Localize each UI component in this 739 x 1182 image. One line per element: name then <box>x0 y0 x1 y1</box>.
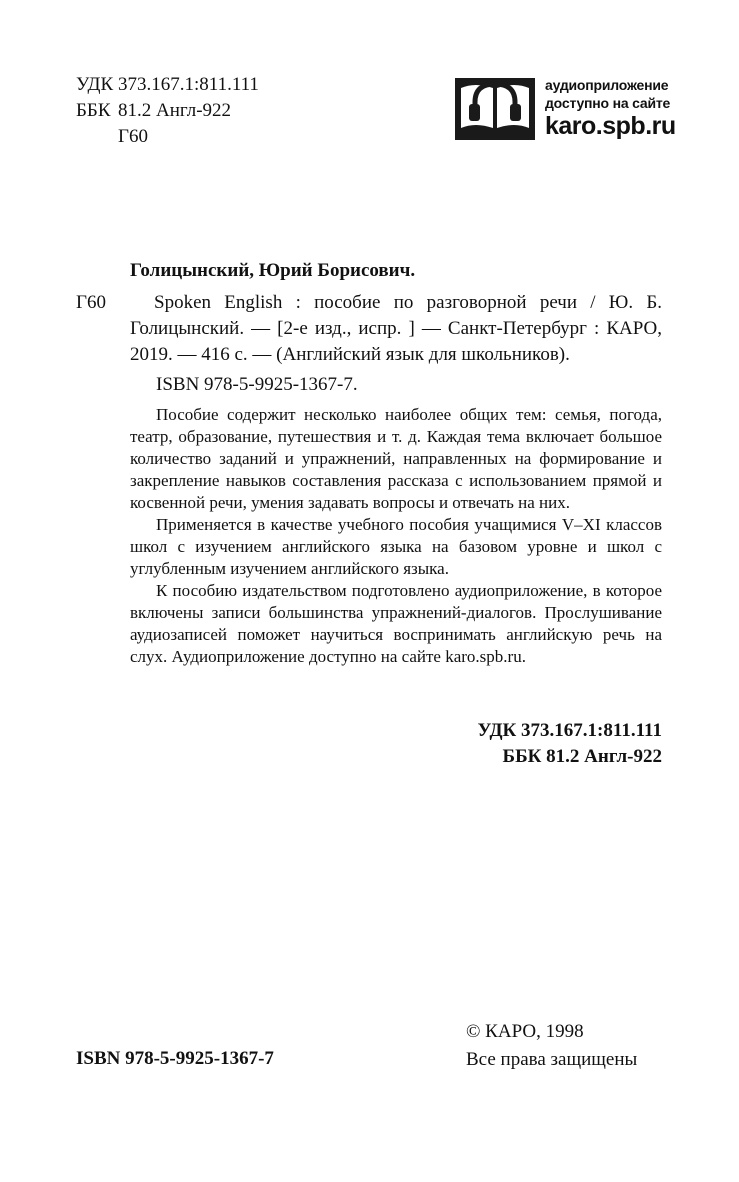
audio-app-logo <box>455 74 685 144</box>
open-book-headphones-icon <box>455 74 535 142</box>
record-isbn: ISBN 978-5-9925-1367-7. <box>156 374 358 395</box>
bbk-full: ББК 81.2 Англ-922 <box>502 746 662 767</box>
record-author-sign: Г60 <box>76 292 106 313</box>
bbk-label: ББК <box>76 100 111 121</box>
udk-full: УДК 373.167.1:811.111 <box>477 720 662 741</box>
udk-value: 373.167.1:811.111 <box>118 74 259 95</box>
annotation-paragraph-3: К пособию издательством подготовлено аудиоприложение, в которое включены записи большинства упражнений-диалогов. Прослушивание аудиозаписей поможет научиться воспринимать английскую речь на слух. Аудиоприложение доступно на сайте karo.spb.ru. <box>130 581 662 666</box>
copyright-block <box>466 1018 637 1074</box>
footer-isbn: ISBN 978-5-9925-1367-7 <box>76 1048 274 1069</box>
bibliographic-description: Spoken English : пособие по разговорной речи / Ю. Б. Голицынский. — [2-е изд., испр. ] — Санкт-Петербург : КАРО, 2019. — 416 с. — (Английский язык для школьников). <box>130 292 662 365</box>
bbk-value: 81.2 Англ-922 <box>118 100 232 121</box>
logo-line-1: аудиоприложение <box>545 77 669 93</box>
annotation-paragraph-2: Применяется в качестве учебного пособия учащимися V–XI классов школ с изучением английского языка на базовом уровне и школ с углубленным изучением английского языка. <box>130 515 662 578</box>
logo-line-2: доступно на сайте <box>545 95 671 111</box>
classification-right <box>477 718 662 770</box>
udk-row <box>76 72 259 98</box>
udk-label: УДК <box>76 74 114 95</box>
rights-line: Все права защищены <box>466 1049 638 1070</box>
copyright-line: © КАРО, 1998 <box>466 1021 584 1042</box>
classification-block <box>76 72 259 150</box>
author-heading: Голицынский, Юрий Борисович. <box>130 260 416 281</box>
author-sign-row <box>76 124 259 150</box>
annotation <box>130 404 662 668</box>
annotation-paragraph-1: Пособие содержит несколько наиболее общих тем: семья, погода, театр, образование, путешествия и т. д. Каждая тема включает большое количество заданий и упражнений, направленных на формирование и закрепление навыков составления рассказа с использованием прямой и косвенной речи, умения задавать вопросы и отвечать на них. <box>130 405 662 512</box>
author-sign: Г60 <box>118 126 148 147</box>
logo-site-url: karo.spb.ru <box>545 112 676 140</box>
bbk-row <box>76 98 259 124</box>
logo-text <box>545 76 676 140</box>
